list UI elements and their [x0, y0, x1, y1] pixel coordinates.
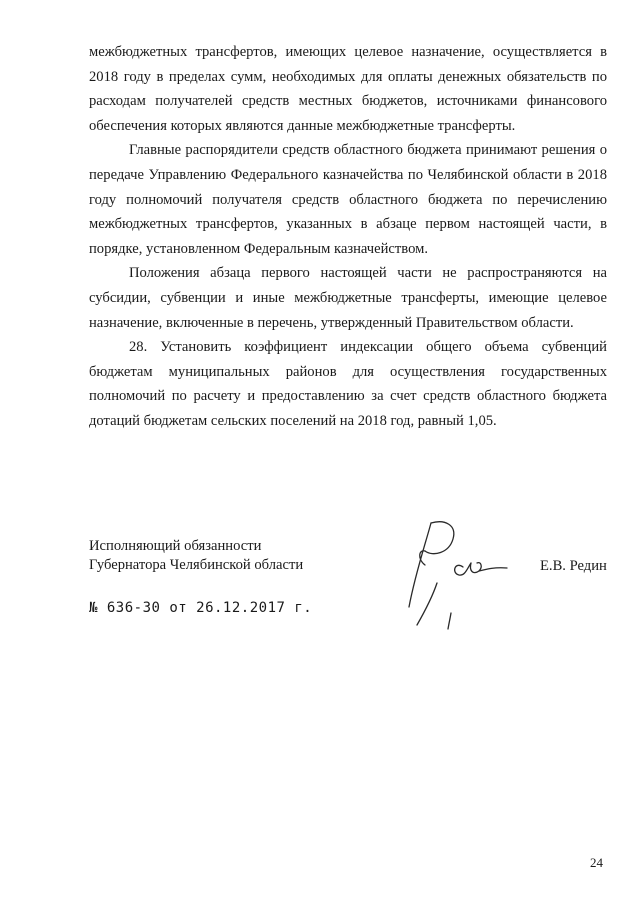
handwritten-signature — [395, 515, 535, 635]
signature-position — [89, 537, 303, 575]
document-number: № 636-30 от 26.12.2017 г. — [89, 600, 313, 616]
signer-position-line2: Губернатора Челябинской области — [89, 557, 304, 573]
signer-position-line1: Исполняющий обязанности — [89, 538, 262, 554]
paragraph-item-28: 28. Установить коэффициент индексации общего объема субвенций бюджетам муниципальных районов для осуществления государственных полномочий по расчету и предоставлению за счет средств областного бюджета дотаций бюджетам сельских поселений на 2018 год, равный 1,05. — [89, 339, 607, 429]
paragraph-continuation: межбюджетных трансфертов, имеющих целевое назначение, осуществляется в 2018 году в пределах сумм, необходимых для оплаты денежных обязательств по расходам получателей средств местных бюджетов, источниками финансового обеспечения которых являются данные межбюджетные трансферты. — [89, 44, 607, 134]
document-body — [89, 40, 607, 434]
paragraph-chief-administrators: Главные распорядители средств областного бюджета принимают решения о передаче Управлению Федерального казначейства по Челябинской области в 2018 году полномочий получателя средств областного бюджета по перечислению межбюджетных трансфертов, указанных в абзаце первом настоящей части, в порядке, установленном Федеральным казначейством. — [89, 142, 607, 257]
page-number: 24 — [590, 855, 603, 870]
paragraph-exceptions: Положения абзаца первого настоящей части не распространяются на субсидии, субвенции и иные межбюджетные трансферты, имеющие целевое назначение, включенные в перечень, утвержденный Правительством области. — [89, 265, 607, 331]
signer-name: Е.В. Редин — [540, 558, 607, 574]
